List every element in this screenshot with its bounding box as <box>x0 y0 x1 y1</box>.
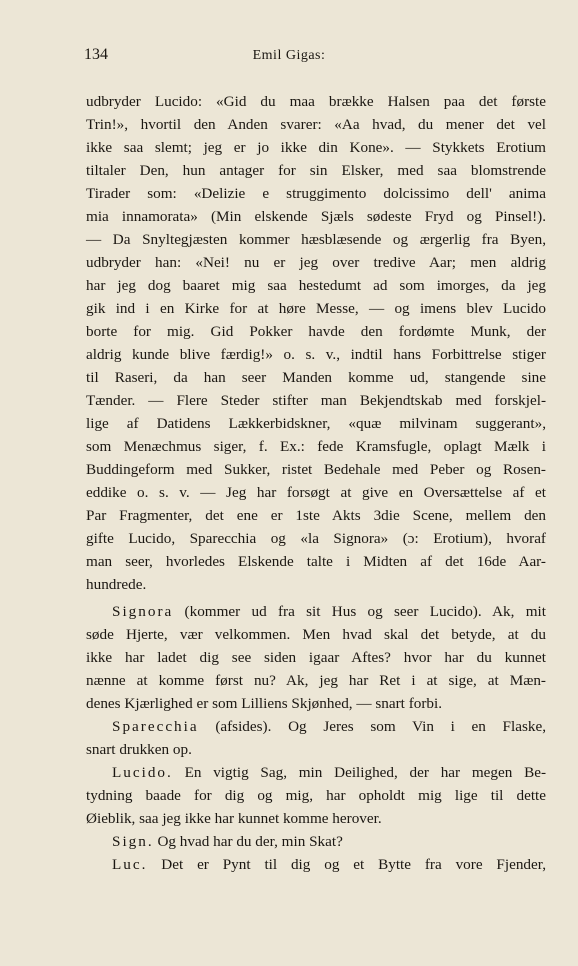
text-line: Buddingeform med Sukker, ristet Bedehale med Peber og Rosen- <box>86 461 546 478</box>
speaker-name: Signora <box>112 603 174 620</box>
text-line: man seer, hvorledes Elskende talte i Midten af det 16de Aar- <box>86 553 546 570</box>
text-line: Tænder. — Flere Steder stifter man Bekjendtskab med forskjel- <box>86 392 546 409</box>
text-line: som Menæchmus siger, f. Ex.: fede Kramsfugle, oplagt Mælk i <box>86 438 546 455</box>
text-line: eddike o. s. v. — Jeg har forsøgt at give en Oversættelse af et <box>86 484 546 501</box>
dialogue-line: denes Kjærlighed er som Lilliens Skjønhed, — snart forbi. <box>86 695 443 712</box>
text-line: udbryder Lucido: «Gid du maa brække Halsen paa det første <box>86 93 546 110</box>
dialogue-line: Øieblik, saa jeg ikke har kunnet komme herover. <box>86 810 382 827</box>
text-line: Trin!», hvortil den Anden svarer: «Aa hvad, du mener det vel <box>86 116 546 133</box>
dialogue-line: Sign. Og hvad har du der, min Skat? <box>112 833 343 850</box>
text-line: lige af Datidens Lækkerbidskner, «quæ milvinam suggerant», <box>86 415 546 432</box>
dialogue-line: snart drukken op. <box>86 741 192 758</box>
dialogue-line: tydning baade for dig og mig, har opholdt mig lige til dette <box>86 787 546 804</box>
speaker-name: Sparecchia <box>112 718 199 735</box>
dialogue-line: ikke har ladet dig see siden igaar Aftes? hvor har du kunnet <box>86 649 546 666</box>
text-line: tiltaler Den, hun antager for sin Elsker, med saa blomstrende <box>86 162 546 179</box>
running-title: Emil Gigas: <box>252 48 326 63</box>
text-line: gifte Lucido, Sparecchia og «la Signora» (ɔ: Erotium), hvoraf <box>86 530 546 547</box>
dialogue-line: søde Hjerte, vær velkommen. Men hvad skal det betyde, at du <box>86 626 546 643</box>
dialogue-line: Lucido. En vigtig Sag, min Deilighed, der har megen Be- <box>112 764 547 781</box>
text-line: aldrig kunde blive færdig!» o. s. v., indtil hans Forbittrelse stiger <box>86 346 546 363</box>
dialogue-line: nænne at komme først nu? Ak, jeg har Ret i at sige, at Mæn- <box>86 672 546 689</box>
text-line: har jeg dog baaret mig saa hestedumt ad som imorges, da jeg <box>86 277 546 294</box>
text-line: til Raseri, da han seer Manden komme ud, stangende sine <box>86 369 546 386</box>
body-text <box>86 90 546 876</box>
speaker-name: Luc. <box>112 856 148 873</box>
text-line: Par Fragmenter, det ene er 1ste Akts 3die Scene, mellem den <box>86 507 546 524</box>
dialogue-line: Luc. Det er Pynt til dig og et Bytte fra vore Fjender, <box>112 856 546 873</box>
speaker-name: Sign. <box>112 833 154 850</box>
dialogue-line: Sparecchia (afsides). Og Jeres som Vin i en Flaske, <box>112 718 547 735</box>
text-line: mia innamorata» (Min elskende Sjæls sødeste Fryd og Pinsel!). <box>86 208 546 225</box>
text-line: hundrede. <box>86 576 147 593</box>
speaker-name: Lucido. <box>112 764 173 781</box>
text-line: gik ind i en Kirke for at høre Messe, — og imens blev Lucido <box>86 300 546 317</box>
text-line: Tirader som: «Delizie e struggimento dolcissimo dell' anima <box>86 185 546 202</box>
text-line: borte for mig. Gid Pokker havde den fordømte Munk, der <box>86 323 546 340</box>
dialogue-line: Signora (kommer ud fra sit Hus og seer Lucido). Ak, mit <box>112 603 546 620</box>
text-line: — Da Snyltegjæsten kommer hæsblæsende og ærgerlig fra Byen, <box>86 231 546 248</box>
page-number: 134 <box>84 46 108 63</box>
text-line: udbryder han: «Nei! nu er jeg over tredive Aar; men aldrig <box>86 254 546 271</box>
text-line: ikke saa slemt; jeg er jo ikke din Kone». — Stykkets Erotium <box>86 139 546 156</box>
